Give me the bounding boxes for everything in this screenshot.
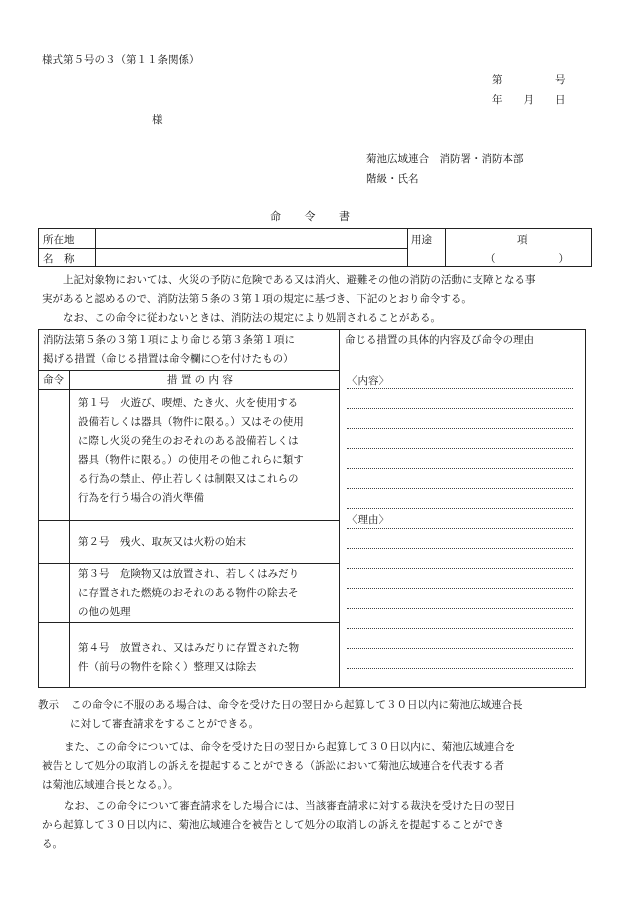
measure-item-4: 第４号 放置され、又はみだりに存置された物 件（前号の物件を除く）整理又は除去 <box>78 642 300 673</box>
intro-paragraph-1: 上記対象物においては、火災の予防に危険である又は消火、避難その他の消防の活動に支障となる事 実があると認めるので、消防法第５条の３第１項の規定に基づき、下記のとおり命令する。 <box>42 274 536 305</box>
name-label: 名 称 <box>43 253 75 265</box>
measure-item-3: 第３号 危険物又は放置され、若しくはみだり に存置された燃焼のおそれのある物件の除去そ の他の処理 <box>78 568 300 618</box>
measure-item-2: 第２号 残火、取灰又は火粉の始末 <box>78 536 246 548</box>
issuer-rank-name: 階級・氏名 <box>366 173 419 185</box>
usage-parentheses: （ ） <box>485 253 569 265</box>
content-label: 〈内容〉 <box>347 375 389 387</box>
order-column-header: 命令 <box>43 374 64 386</box>
issuer-organization: 菊池広域連合 消防署・消防本部 <box>366 153 524 165</box>
content-column-header: 措 置 の 内 容 <box>167 374 233 386</box>
addressee: 様 <box>152 114 163 126</box>
measure-item-1: 第１号 火遊び、喫煙、たき火、火を使用する 設備若しくは器具（物件に限る。）又はその使用 に際し火災の発生のおそれのある設備若しくは 器具（物件に限る。）の使用その他これらに類す る行為の禁止、停止若しくは制限又はこれらの 行為を行う場合の消火準備 <box>78 397 304 504</box>
measures-table <box>38 329 586 688</box>
target-info-table <box>38 228 592 267</box>
notice-paragraph-3: なお、この命令について審査請求をした場合には、当該審査請求に対する裁決を受けた日の翌日 から起算して３０日以内に、菊池広域連合を被告として処分の取消しの訴えを提起することができ る。 <box>42 800 516 850</box>
measures-header: 消防法第５条の３第１項により命じる第３条第１項に 掲げる措置（命じる措置は命令欄に○を付けたもの） <box>43 334 295 365</box>
details-header: 命じる措置の具体的内容及び命令の理由 <box>345 334 534 346</box>
usage-item-label: 項 <box>517 234 528 246</box>
location-label: 所在地 <box>43 234 75 246</box>
usage-label: 用途 <box>411 234 432 246</box>
document-number: 第 号 <box>492 74 566 86</box>
intro-paragraph-2: なお、この命令に従わないときは、消防法の規定により処罰されることがある。 <box>63 312 441 324</box>
notice-paragraph-2: また、この命令については、命令を受けた日の翌日から起算して３０日以内に、菊池広域連合を 被告として処分の取消しの訴えを提起することができる（訴訟において菊池広域連合を代表する者 は菊池広域連合長となる。）。 <box>42 741 516 791</box>
form-number: 様式第５号の３（第１１条関係） <box>42 54 200 66</box>
document-date: 年 月 日 <box>492 94 566 106</box>
notice-paragraph-1: 教示 この命令に不服のある場合は、命令を受けた日の翌日から起算して３０日以内に菊池広域連合長 に対して審査請求をすることができる。 <box>38 699 523 730</box>
reason-label: 〈理由〉 <box>347 514 389 526</box>
document-title: 命 令 書 <box>270 210 360 223</box>
